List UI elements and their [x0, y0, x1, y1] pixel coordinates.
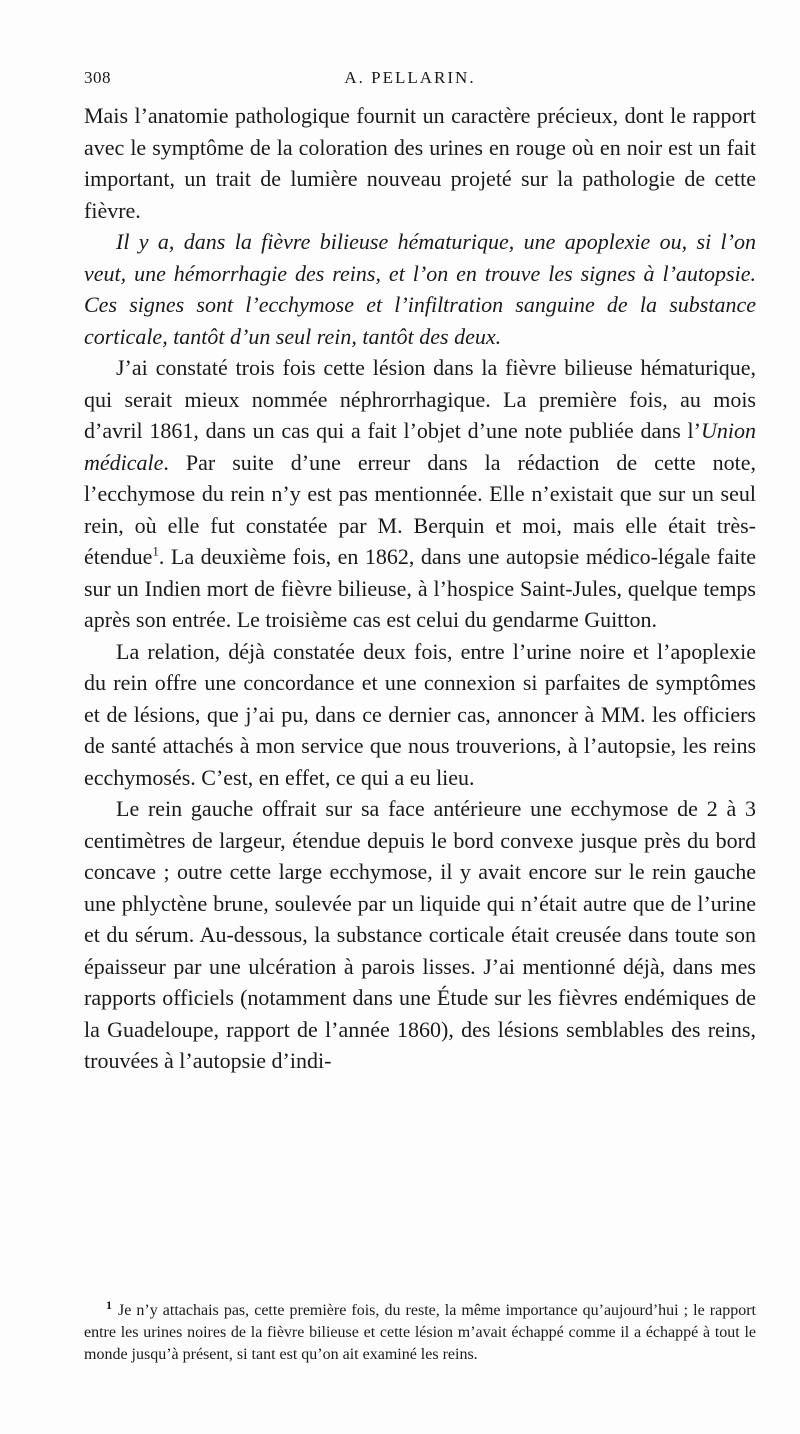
footnote-mark: 1	[106, 1297, 112, 1312]
paragraph-3	[84, 352, 756, 636]
running-title: A. PELLARIN.	[344, 68, 476, 87]
running-head	[84, 68, 736, 96]
paragraph-2-italic: Il y a, dans la fièvre bilieuse hématurique, une apoplexie ou, si l’on veut, une hémorrhagie des reins, et l’on en trouve les signes à l’autopsie. Ces signes sont l’ecchymose et l’infiltration sanguine de la substance corticale, tantôt d’un seul rein, tantôt des deux.	[84, 229, 756, 349]
paragraph-4: La relation, déjà constatée deux fois, entre l’urine noire et l’apoplexie du rein offre une concordance et une connexion si parfaites de symptômes et de lésions, que j’ai pu, dans ce dernier cas, annoncer à MM. les officiers de santé attachés à mon service que nous trouverions, à l’autopsie, les reins ecchymosés. C’est, en effet, ce qui a eu lieu.	[84, 638, 756, 790]
paragraph-1: Mais l’anatomie pathologique fournit un caractère précieux, dont le rapport avec le symptôme de la coloration des urines en rouge où en noir est un fait important, un trait de lumière nouveau projeté sur la pathologie de cette fièvre.	[84, 103, 756, 223]
footnote-text: Je n’y attachais pas, cette première fois, du reste, la même importance qu’aujourd’hui ; le rapport entre les urines noires de la fièvre bilieuse et cette lésion m’avait échappé comme il a échappé à tout le monde jusqu’à présent, si tant est qu’on ait examiné les reins.	[84, 1302, 756, 1363]
page-number: 308	[84, 68, 111, 87]
paragraph-5: Le rein gauche offrait sur sa face antérieure une ecchymose de 2 à 3 centimètres de largeur, étendue depuis le bord convexe jusque près du bord concave ; outre cette large ecchymose, il y avait encore sur le rein gauche une phlyctène brune, soulevée par un liquide qui n’était autre que de l’urine et du sérum. Au-dessous, la substance corticale était creusée dans toute son épaisseur par une ulcération à parois lisses. J’ai mentionné déjà, dans mes rapports officiels (notamment dans une Étude sur les fièvres endémiques de la Guadeloupe, rapport de l’année 1860), des lésions semblables des reins, trouvées à l’autopsie d’indi-	[84, 796, 756, 1073]
body-text	[84, 100, 756, 1077]
paragraph-3-text-a: J’ai constaté trois fois cette lésion dans la fièvre bilieuse hématurique, qui serait mieux nommée néphrorrhagique. La première fois, au mois d’avril 1861, dans un cas qui a fait l’objet d’une note publiée dans l’	[84, 355, 756, 443]
footnotes	[84, 1297, 756, 1366]
paragraph-3-text-b: . Par suite d’une erreur dans la rédaction de cette note, l’ecchymose du rein n’y est pas mentionnée. Elle n’existait que sur un seul rein, où elle fut constatée par M. Berquin et moi, mais elle était très-étendue	[84, 449, 756, 569]
paragraph-3-text-c: . La deuxième fois, en 1862, dans une autopsie médico-légale faite sur un Indien mort de fièvre bilieuse, à l’hospice Saint-Jules, quelque temps après son entrée. Le troisième cas est celui du gendarme Guitton.	[84, 544, 756, 632]
footnote-reference[interactable]: 1	[152, 543, 159, 559]
footnote-1	[84, 1297, 756, 1366]
journal-title: Union médicale	[84, 418, 756, 475]
